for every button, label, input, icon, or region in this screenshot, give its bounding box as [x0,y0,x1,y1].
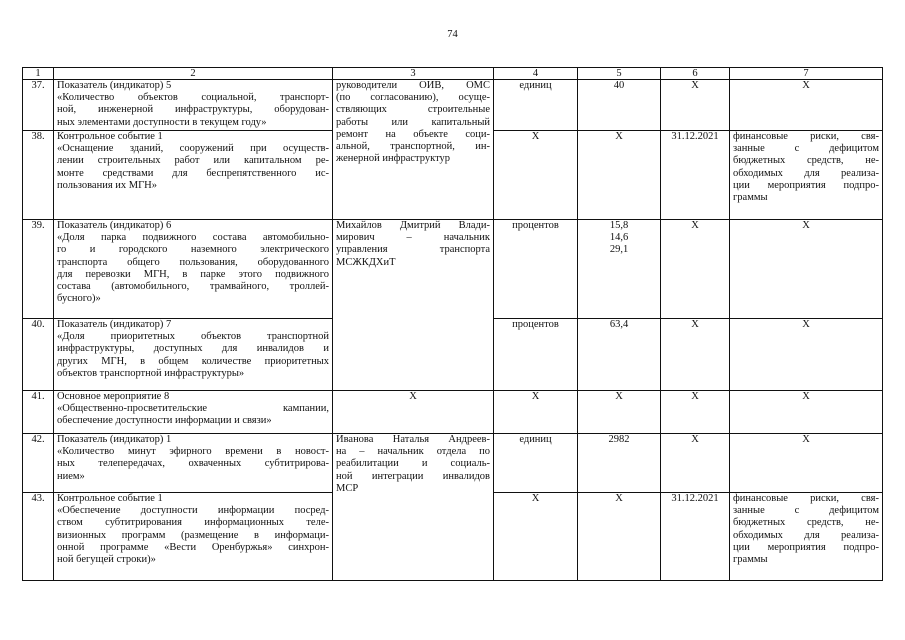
date-cell: Х [661,319,730,391]
risk-cell: Х [730,434,883,493]
value-cell: Х [578,131,661,220]
risk-cell: финансовые риски, свя- занные с дефицитом бюджетных средств, не- обходимых для реализа- ции мероприятия подпро- граммы [730,131,883,220]
header-row [23,68,883,80]
row-number: 41. [23,391,54,434]
table-row [23,434,883,493]
indicator-text: Показатель (индикатор) 7 «Доля приоритетных объектов транспортной инфраструктуры, доступных для инвалидов и других МГН, в общем количестве приоритетных объектов транспортной инфраструктуры» [54,319,333,391]
indicator-text: Показатель (индикатор) 1 «Количество минут эфирного времени в новост- ных телепередачах, охваченных субтитрирова- нием» [54,434,333,493]
unit-cell: единиц [494,434,578,493]
responsible-cell: Иванова Наталья Андреев- на – начальник отдела по реабилитации и социаль- ной интеграции инвалидов МСР [333,434,494,581]
date-cell: Х [661,391,730,434]
table-row [23,391,883,434]
value-cell: 2982 [578,434,661,493]
unit-cell: Х [494,391,578,434]
date-cell: 31.12.2021 [661,493,730,581]
header-cell: 2 [54,68,333,80]
risk-cell: Х [730,220,883,319]
value-cell: Х [578,493,661,581]
row-number: 38. [23,131,54,220]
plan-table [22,67,883,581]
table-row [23,220,883,319]
header-cell: 6 [661,68,730,80]
value-cell: 15,8 14,6 29,1 [578,220,661,319]
risk-cell: финансовые риски, свя- занные с дефицитом бюджетных средств, не- обходимых для реализа- ции мероприятия подпро- граммы [730,493,883,581]
header-cell: 1 [23,68,54,80]
event-text: Контрольное событие 1 «Обеспечение доступности информации посред- ством субтитрирования информационных теле- визионных программ (размещение в информаци- онной программе «Вести Оренбуржья» синхрон- ной бегущей строки)» [54,493,333,581]
row-number: 39. [23,220,54,319]
indicator-text: Показатель (индикатор) 6 «Доля парка подвижного состава автомобильно- го и городского наземного электрического транспорта общего пользования, оборудованного для перевозки МГН, в парке этого подвижного состава (автомобильного, трамвайного, троллей- бусного)» [54,220,333,319]
unit-cell: процентов [494,220,578,319]
value-cell: Х [578,391,661,434]
date-cell: Х [661,434,730,493]
risk-cell: Х [730,391,883,434]
unit-cell: Х [494,493,578,581]
header-cell: 7 [730,68,883,80]
header-cell: 3 [333,68,494,80]
risk-cell: Х [730,319,883,391]
header-cell: 4 [494,68,578,80]
row-number: 37. [23,80,54,131]
page-number: 74 [447,29,458,40]
table-row [23,80,883,131]
unit-cell: единиц [494,80,578,131]
unit-cell: Х [494,131,578,220]
date-cell: 31.12.2021 [661,131,730,220]
value-cell: 40 [578,80,661,131]
date-cell: Х [661,80,730,131]
event-text: Основное мероприятие 8 «Общественно-просветительские кампании, обеспечение доступности информации и связи» [54,391,333,434]
unit-cell: процентов [494,319,578,391]
responsible-cell: руководители ОИВ, ОМС (по согласованию), осуще- ствляющих строительные работы или капитальный ремонт на объекте соци- альной, транспортной, ин- женерной инфраструктур [333,80,494,220]
value-cell: 63,4 [578,319,661,391]
indicator-text: Показатель (индикатор) 5 «Количество объектов социальной, транспорт- ной, инженерной инфраструктуры, оборудован- ных элементами доступности в текущем году» [54,80,333,131]
row-number: 43. [23,493,54,581]
date-cell: Х [661,220,730,319]
row-number: 40. [23,319,54,391]
risk-cell: Х [730,80,883,131]
responsible-cell: Михайлов Дмитрий Влади- мирович – начальник управления транспорта МСЖКДХиТ [333,220,494,391]
row-number: 42. [23,434,54,493]
header-cell: 5 [578,68,661,80]
event-text: Контрольное событие 1 «Оснащение зданий, сооружений при осуществ- лении строительных работ или капитальном ре- монте средствами для беспрепятственного ис- пользования их МГН» [54,131,333,220]
responsible-cell: Х [333,391,494,434]
